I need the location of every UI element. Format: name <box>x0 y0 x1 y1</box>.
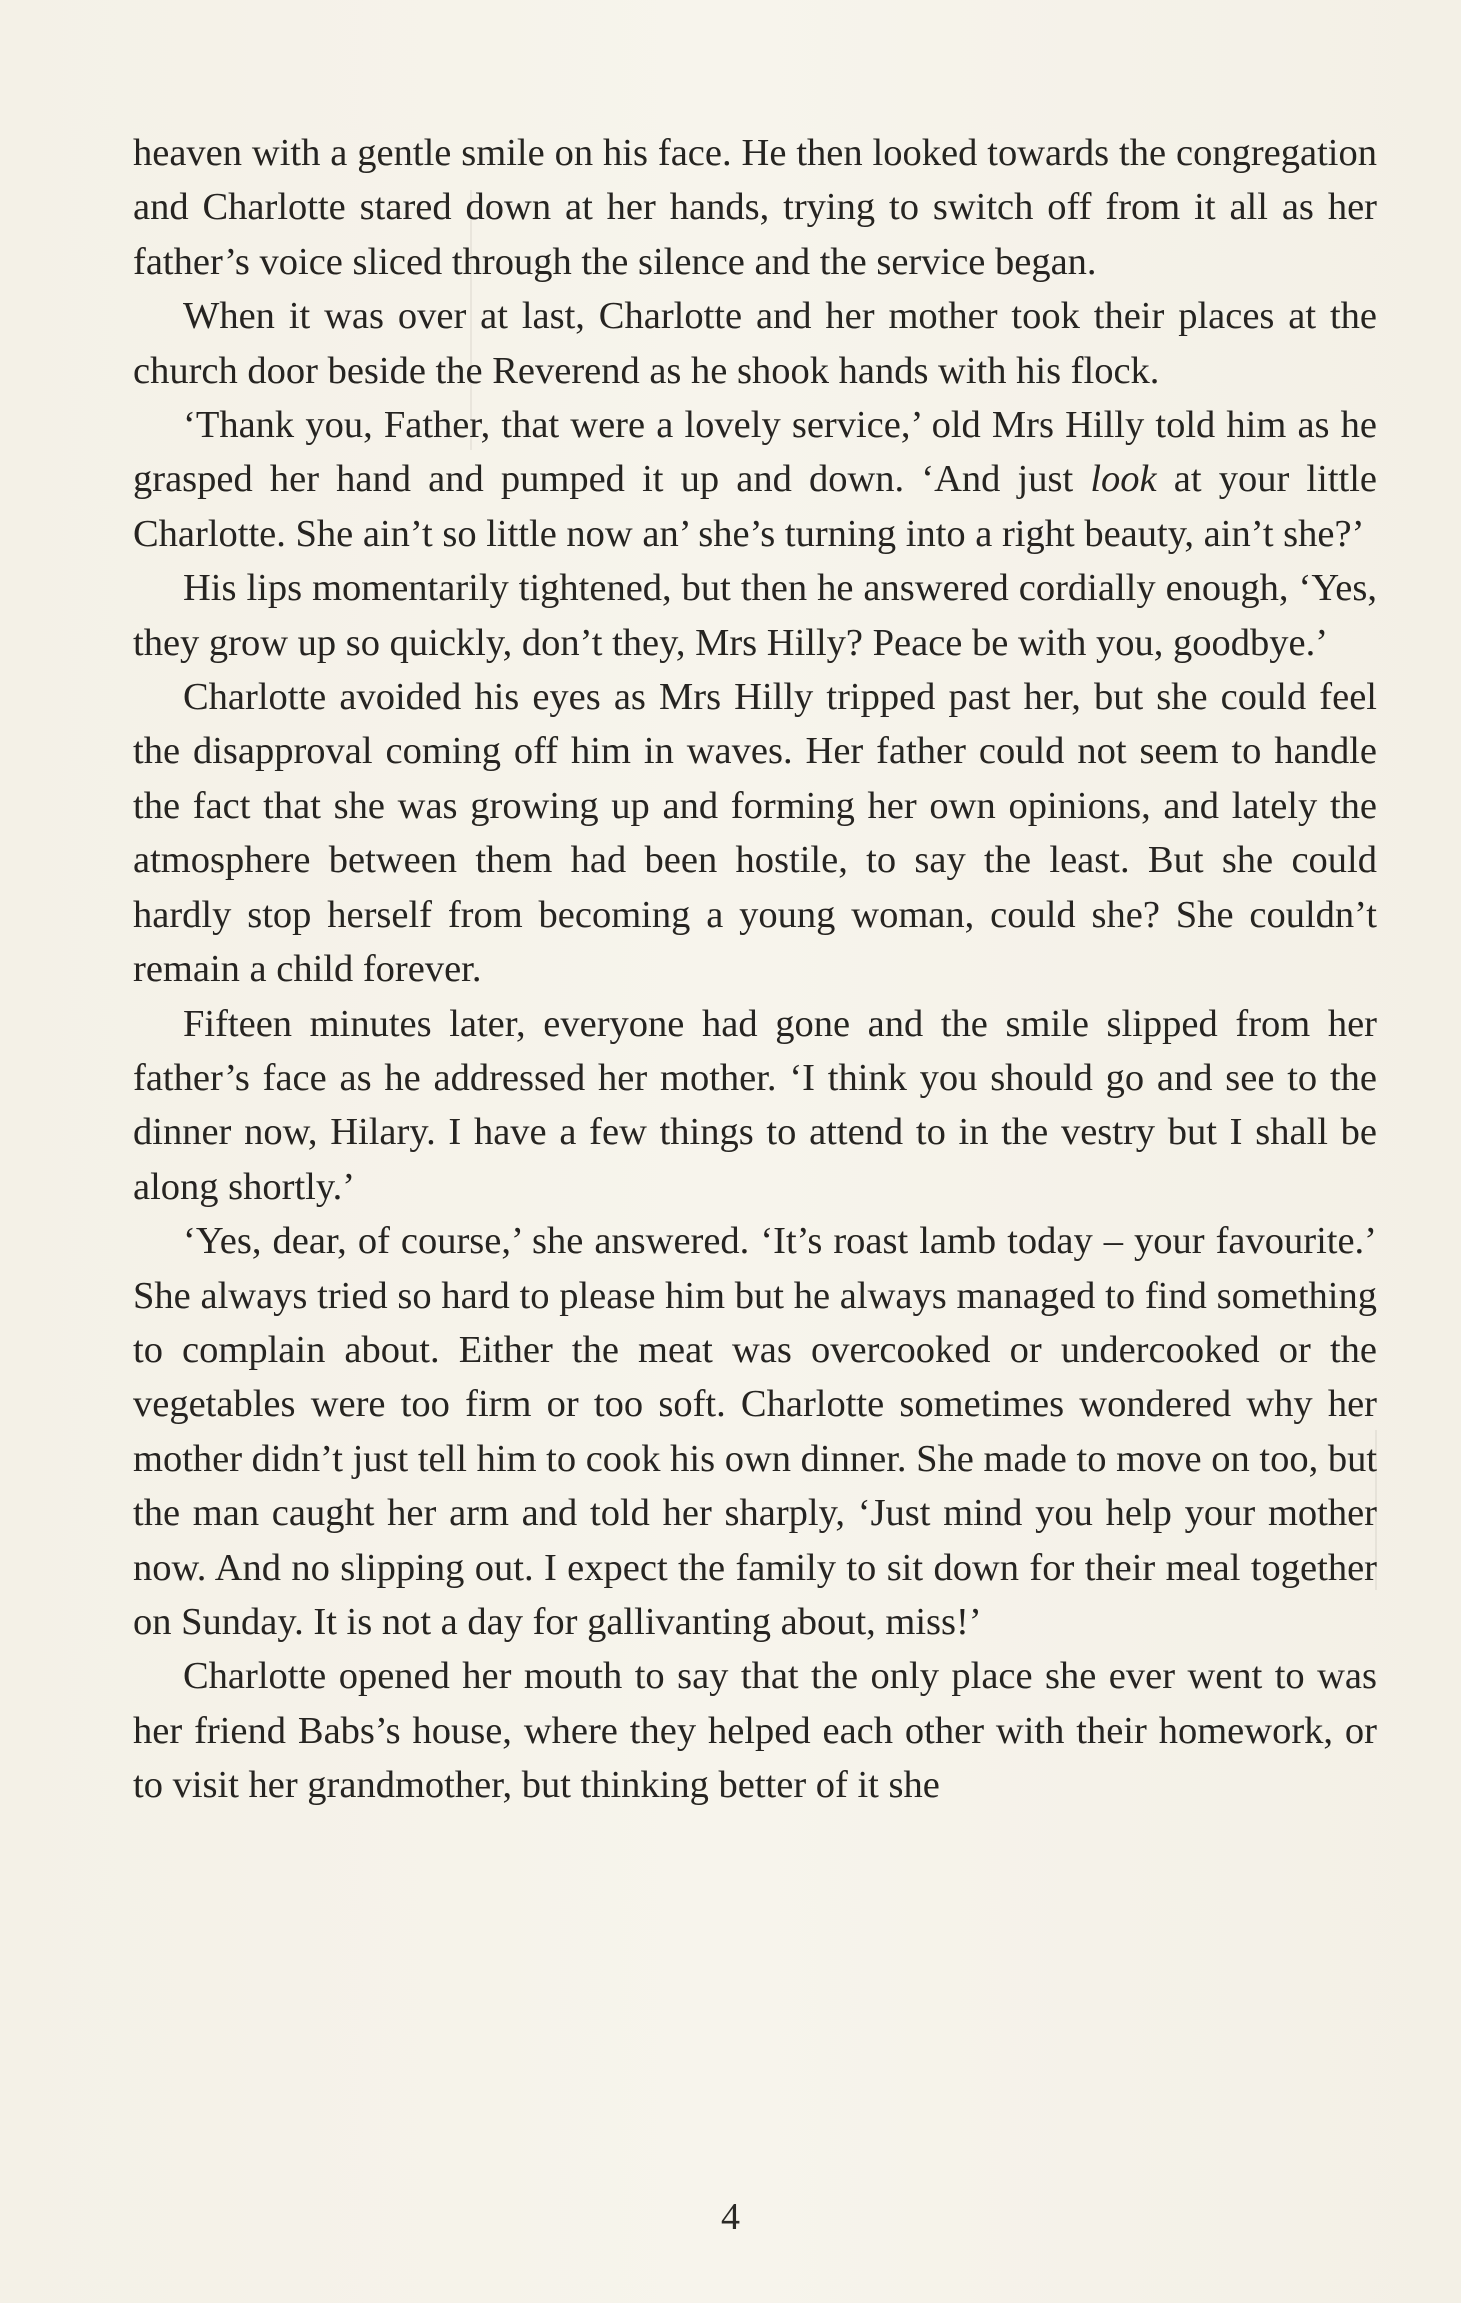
paragraph: When it was over at last, Charlotte and her mother took their places at the church door beside the Reverend as he shook hands with his flock. <box>133 295 1377 392</box>
paragraph: Charlotte opened her mouth to say that the only place she ever went to was her friend Babs’s house, where they helped each other with their homework, or to visit her grandmother, but thinking better of it she <box>133 1655 1377 1807</box>
paragraph: His lips momentarily tightened, but then he answered cordially enough, ‘Yes, they grow up so quickly, don’t they, Mrs Hilly? Peace be with you, goodbye.’ <box>133 567 1377 664</box>
body-text <box>133 126 1377 1813</box>
page-number: 4 <box>721 2196 740 2238</box>
paragraph: Fifteen minutes later, everyone had gone and the smile slipped from her father’s face as he addressed her mother. ‘I think you should go and see to the dinner now, Hilary. I have a few things to attend to in the vestry but I shall be along shortly.’ <box>133 1002 1377 1208</box>
paragraph: ‘Yes, dear, of course,’ she answered. ‘It’s roast lamb today – your favourite.’ She always tried so hard to please him but he always managed to find something to complain about. Either the meat was overcooked or undercooked or the vegetables were too firm or too soft. Charlotte sometimes wondered why her mother didn’t just tell him to cook his own dinner. She made to move on too, but the man caught her arm and told her sharply, ‘Just mind you help your mother now. And no slipping out. I expect the family to sit down for their meal together on Sunday. It is not a day for gallivanting about, miss!’ <box>133 1220 1378 1643</box>
paragraph: heaven with a gentle smile on his face. He then looked towards the congregation and Charlotte stared down at her hands, trying to switch off from it all as her father’s voice sliced through the silence and the service began. <box>133 132 1377 283</box>
paragraph: Charlotte avoided his eyes as Mrs Hilly tripped past her, but she could feel the disapproval coming off him in waves. Her father could not seem to handle the fact that she was growing up and forming her own opinions, and lately the atmosphere between them had been hostile, to say the least. But she could hardly stop herself from becoming a young woman, could she? She couldn’t remain a child forever. <box>133 676 1377 991</box>
paragraph: ‘Thank you, Father, that were a lovely service,’ old Mrs Hilly told him as he grasped her hand and pumped it up and down. ‘And just look at your little Charlotte. She ain’t so little now an’ she’s turning into a right beauty, ain’t she?’ <box>133 404 1377 555</box>
